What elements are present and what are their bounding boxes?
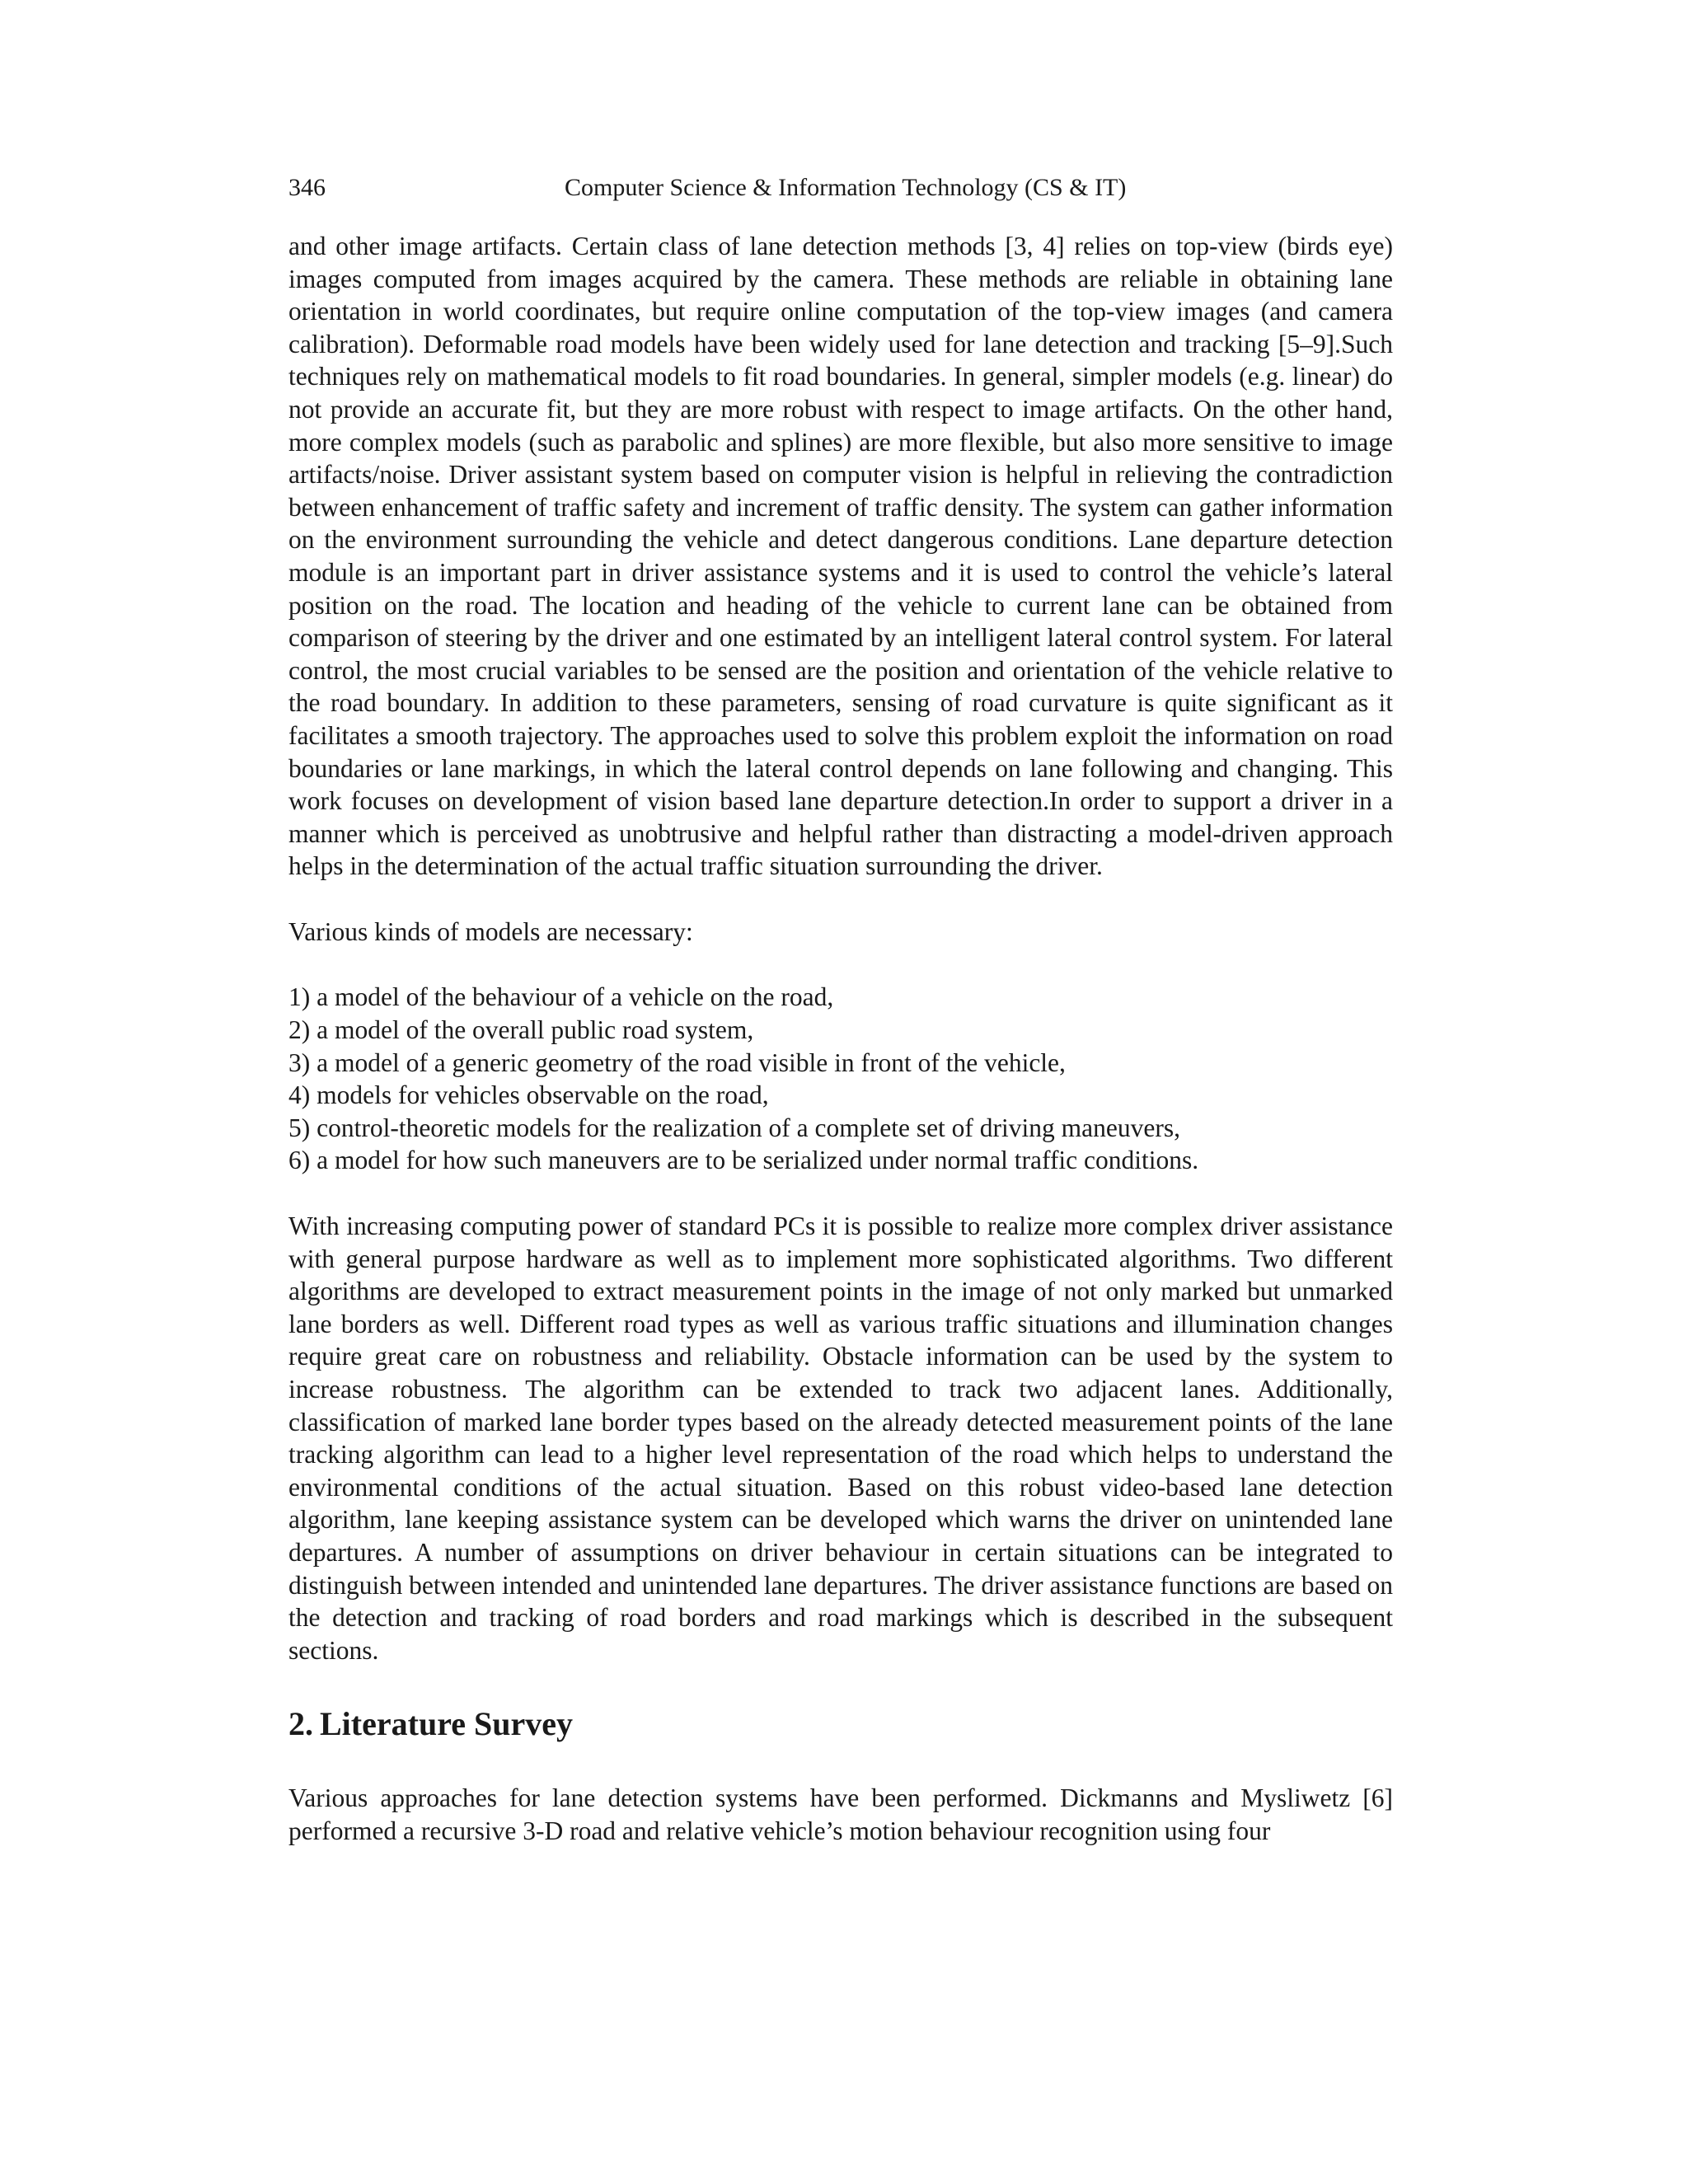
- section-paragraph-1: Various approaches for lane detection systems have been performed. Dickmanns and Mysliwetz [6] performed a recursive 3-D road and relative vehicle’s motion behaviour recognition using four: [288, 1783, 1393, 1845]
- running-header: [288, 168, 1393, 208]
- page: [288, 168, 1393, 1848]
- body-paragraph-1: and other image artifacts. Certain class of lane detection methods [3, 4] relies on top-view (birds eye) images computed from images acquired by the camera. These methods are reliable in obtaining lane orientation in world coordinates, but require online computation of the top-view images (and camera calibration). Deformable road models have been widely used for lane detection and tracking [5–9].Such techniques rely on mathematical models to fit road boundaries. In general, simpler models (e.g. linear) do not provide an accurate fit, but they are more robust with respect to image artifacts. On the other hand, more complex models (such as parabolic and splines) are more flexible, but also more sensitive to image artifacts/noise. Driver assistant system based on computer vision is helpful in relieving the contradiction between enhancement of traffic safety and increment of traffic density. The system can gather information on the environment surrounding the vehicle and detect dangerous conditions. Lane departure detection module is an important part in driver assistance systems and it is used to control the vehicle’s lateral position on the road. The location and heading of the vehicle to current lane can be obtained from comparison of steering by the driver and one estimated by an intelligent lateral control system. For lateral control, the most crucial variables to be sensed are the position and orientation of the vehicle relative to the road boundary. In addition to these parameters, sensing of road curvature is quite significant as it facilitates a smooth trajectory. The approaches used to solve this problem exploit the information on road boundaries or lane markings, in which the lateral control depends on lane following and changing. This work focuses on development of vision based lane departure detection.In order to support a driver in a manner which is perceived as unobtrusive and helpful rather than distracting a model-driven approach helps in the determination of the actual traffic situation surrounding the driver.: [288, 232, 1393, 881]
- models-intro: Various kinds of models are necessary:: [288, 916, 693, 946]
- section-number: 2.: [288, 1705, 313, 1743]
- page-number: 346: [288, 174, 326, 201]
- journal-title: Computer Science & Information Technology (CS & IT): [565, 174, 1127, 201]
- section-title: Literature Survey: [320, 1705, 573, 1743]
- models-list: [288, 981, 1393, 1177]
- list-item: 5) control-theoretic models for the realization of a complete set of driving maneuvers,: [288, 1113, 1180, 1142]
- list-item: 4) models for vehicles observable on the road,: [288, 1080, 769, 1110]
- list-item: 6) a model for how such maneuvers are to be serialized under normal traffic conditions.: [288, 1146, 1199, 1175]
- list-item: 2) a model of the overall public road system,: [288, 1015, 754, 1045]
- section-heading: [288, 1703, 1393, 1746]
- list-item: 1) a model of the behaviour of a vehicle on the road,: [288, 982, 834, 1012]
- list-item: 3) a model of a generic geometry of the road visible in front of the vehicle,: [288, 1047, 1066, 1077]
- body-paragraph-2: With increasing computing power of standard PCs it is possible to realize more complex driver assistance with general purpose hardware as well as to implement more sophisticated algorithms. Two different algorithms are developed to extract measurement points in the image of not only marked but unmarked lane borders as well. Different road types as well as various traffic situations and illumination changes require great care on robustness and reliability. Obstacle information can be used by the system to increase robustness. The algorithm can be extended to track two adjacent lanes. Additionally, classification of marked lane border types based on the already detected measurement points of the lane tracking algorithm can lead to a higher level representation of the road which helps to understand the environmental conditions of the actual situation. Based on this robust video-based lane detection algorithm, lane keeping assistance system can be developed which warns the driver on unintended lane departures. A number of assumptions on driver behaviour in certain situations can be integrated to distinguish between intended and unintended lane departures. The driver assistance functions are based on the detection and tracking of road borders and road markings which is described in the subsequent sections.: [288, 1212, 1393, 1665]
